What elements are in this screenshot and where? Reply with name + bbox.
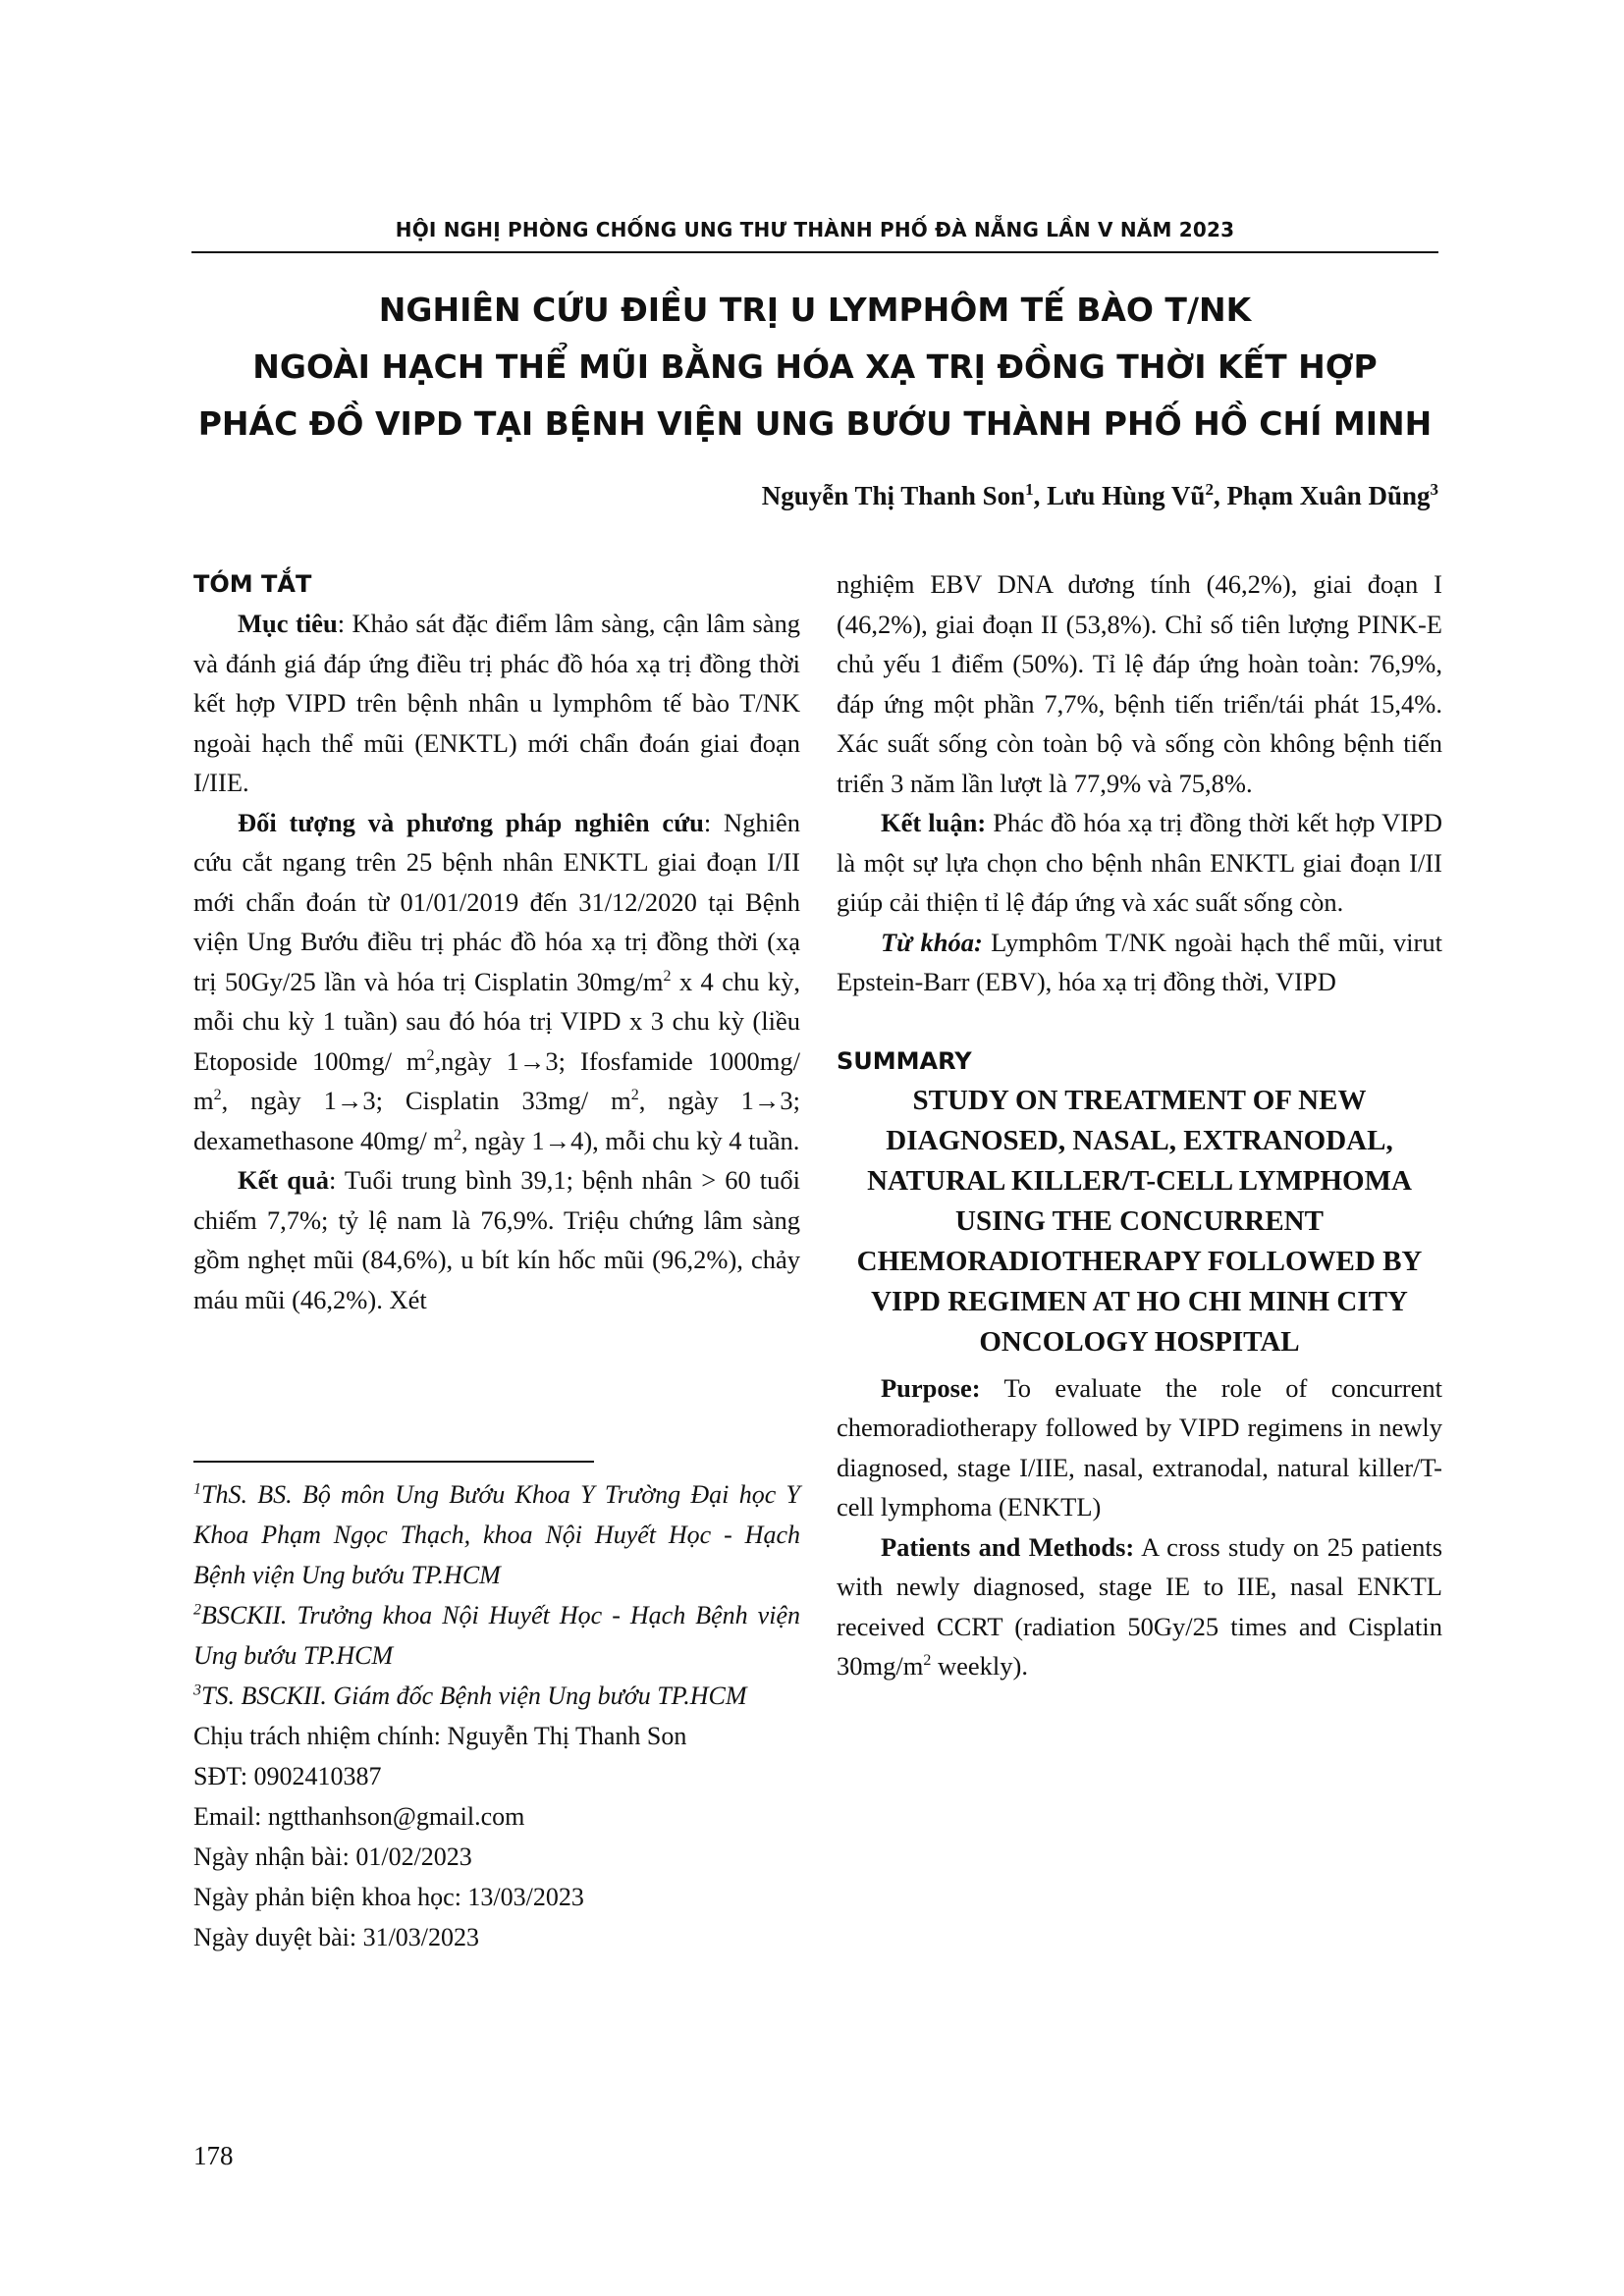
methods-text: : Nghiên cứu cắt ngang trên 25 bệnh nhân ENKTL giai đoạn I/II mới chẩn đoán từ 01/01/2019 đến 31/12/2020 tại Bệnh viện Ung Bướu điều trị phác đồ hóa xạ trị đồng thời (xạ trị 50Gy/25 lần và hóa trị Cisplatin 30mg/m: [193, 807, 801, 996]
title-line-1: NGHIÊN CỨU ĐIỀU TRỊ U LYMPHÔM TẾ BÀO T/NK: [378, 291, 1252, 329]
author-list: [191, 481, 1438, 511]
methods-text: , ngày 1→3; dexamethasone 40mg/ m: [193, 1086, 800, 1155]
methods-label: Đối tượng và phương pháp nghiên cứu: [238, 807, 704, 837]
footnote-1: [193, 1474, 800, 1595]
superscript: 2: [923, 1652, 932, 1670]
keywords-paragraph: [837, 923, 1442, 1002]
patients-methods-paragraph: [837, 1527, 1442, 1686]
superscript: 2: [213, 1087, 222, 1104]
conclusion-text: Phác đồ hóa xạ trị đồng thời kết hợp VIPD là một sự lựa chọn cho bệnh nhân ENKTL giai đoạn I/II giúp cải thiện tỉ lệ đáp ứng và xác suất sống còn.: [837, 808, 1442, 917]
superscript: 2: [453, 1126, 461, 1144]
phone: SĐT: 0902410387: [193, 1762, 382, 1790]
author-name: Lưu Hùng Vũ: [1047, 481, 1206, 510]
responsible-author: Chịu trách nhiệm chính: Nguyễn Thị Thanh Son: [193, 1722, 687, 1750]
email: Email: ngtthanhson@gmail.com: [193, 1802, 525, 1831]
author-affiliation-mark: 2: [1205, 480, 1214, 499]
header-rule: [191, 251, 1438, 253]
objective-paragraph: [193, 604, 800, 803]
footnote-2: [193, 1595, 800, 1676]
footnote-text: ThS. BS. Bộ môn Ung Bướu Khoa Y Trường Đại học Y Khoa Phạm Ngọc Thạch, khoa Nội Huyết Học - Hạch Bệnh viện Ung bướu TP.HCM: [193, 1480, 800, 1589]
results-paragraph: [193, 1160, 800, 1319]
conclusion-paragraph: [837, 803, 1442, 923]
vn-abstract-heading: TÓM TẮT: [193, 570, 312, 598]
superscript: 2: [426, 1046, 435, 1064]
superscript: 2: [630, 1087, 639, 1104]
results-label: Kết quả: [238, 1165, 329, 1195]
author-name: Phạm Xuân Dũng: [1226, 481, 1431, 510]
footnote-text: TS. BSCKII. Giám đốc Bệnh viện Ung bướu TP.HCM: [201, 1682, 747, 1710]
author-separator: ,: [1213, 481, 1227, 510]
patients-methods-text: A cross study on 25 patients with newly diagnosed, stage IE to IIE, nasal ENKTL received CCRT (radiation 50Gy/25 times and Cisplatin 30mg/m: [837, 1531, 1443, 1681]
patients-methods-text: weekly).: [931, 1651, 1028, 1681]
footnotes: [193, 1474, 800, 1957]
footnote-text: BSCKII. Trưởng khoa Nội Huyết Học - Hạch Bệnh viện Ung bướu TP.HCM: [193, 1601, 800, 1670]
title-line-2: NGOÀI HẠCH THỂ MŨI BẰNG HÓA XẠ TRỊ ĐỒNG THỜI KẾT HỢP: [252, 347, 1378, 386]
author-name: Nguyễn Thị Thanh Son: [761, 481, 1026, 510]
footnote-rule: [193, 1461, 594, 1463]
methods-text: , ngày 1→4), mỗi chu kỳ 4 tuần.: [460, 1125, 800, 1155]
results-continued: nghiệm EBV DNA dương tính (46,2%), giai đoạn I (46,2%), giai đoạn II (53,8%). Chỉ số tiên lượng PINK-E chủ yếu 1 điểm (50%). Tỉ lệ đáp ứng hoàn toàn: 76,9%, đáp ứng một phần 7,7%, bệnh tiến triển/tái phát 15,4%. Xác suất sống còn toàn bộ và sống còn không bệnh tiến triển 3 năm lần lượt là 77,9% và 75,8%.: [837, 569, 1442, 798]
purpose-paragraph: [837, 1368, 1442, 1527]
objective-label: Mục tiêu: [238, 609, 338, 638]
en-article-title: STUDY ON TREATMENT OF NEW DIAGNOSED, NASAL, EXTRANODAL, NATURAL KILLER/T-CELL LYMPHOMA USING THE CONCURRENT CHEMORADIOTHERAPY FOLLOWED BY VIPD REGIMEN AT HO CHI MINH CITY ONCOLOGY HOSPITAL: [856, 1084, 1423, 1358]
author-separator: ,: [1033, 481, 1048, 510]
keywords-text: Lymphôm T/NK ngoài hạch thể mũi, virut Epstein-Barr (EBV), hóa xạ trị đồng thời, VIPD: [837, 927, 1442, 996]
purpose-label: Purpose:: [881, 1372, 981, 1403]
superscript: 2: [663, 967, 672, 985]
footnote-mark: 3: [193, 1682, 201, 1699]
conclusion-label: Kết luận:: [881, 808, 987, 837]
patients-methods-label: Patients and Methods:: [881, 1531, 1135, 1562]
author-affiliation-mark: 1: [1025, 480, 1034, 499]
title-line-3: PHÁC ĐỒ VIPD TẠI BỆNH VIỆN UNG BƯỚU THÀNH PHỐ HỒ CHÍ MINH: [197, 404, 1433, 443]
author-affiliation-mark: 3: [1430, 480, 1438, 499]
right-column: [837, 564, 1442, 1686]
en-abstract-heading: SUMMARY: [837, 1046, 972, 1075]
objective-text: : Khảo sát đặc điểm lâm sàng, cận lâm sàng và đánh giá đáp ứng điều trị phác đồ hóa xạ trị đồng thời kết hợp VIPD trên bệnh nhân u lymphôm tế bào T/NK ngoài hạch thể mũi (ENKTL) mới chẩn đoán giai đoạn I/IIE.: [193, 609, 801, 797]
footnote-mark: 1: [193, 1480, 201, 1498]
article-title: [191, 282, 1438, 453]
methods-text: , ngày 1→3; Cisplatin 33mg/ m: [221, 1086, 631, 1115]
footnote-mark: 2: [193, 1601, 201, 1619]
date-reviewed: Ngày phản biện khoa học: 13/03/2023: [193, 1883, 584, 1911]
footnote-3: [193, 1676, 800, 1716]
purpose-text: To evaluate the role of concurrent chemoradiotherapy followed by VIPD regimens in newly diagnosed, stage I/IIE, nasal, extranodal, natural killer/T-cell lymphoma (ENKTL): [837, 1372, 1442, 1522]
methods-paragraph: [193, 803, 800, 1161]
page-number: 178: [193, 2141, 234, 2170]
results-text: : Tuổi trung bình 39,1; bệnh nhân > 60 tuổi chiếm 7,7%; tỷ lệ nam là 76,9%. Triệu chứng lâm sàng gồm nghẹt mũi (84,6%), u bít kín hốc mũi (96,2%), chảy máu mũi (46,2%). Xét: [193, 1165, 800, 1314]
date-approved: Ngày duyệt bài: 31/03/2023: [193, 1923, 480, 1951]
date-received: Ngày nhận bài: 01/02/2023: [193, 1842, 472, 1871]
methods-text: x 4 chu kỳ, mỗi chu kỳ 1 tuần) sau đó hóa trị VIPD x 3 chu kỳ (liều Etoposide 100mg/ m: [193, 966, 800, 1076]
left-column: [193, 564, 800, 1319]
running-head: HỘI NGHỊ PHÒNG CHỐNG UNG THƯ THÀNH PHỐ ĐÀ NẴNG LẦN V NĂM 2023: [395, 218, 1235, 241]
methods-text: ,ngày 1→3; Ifosfamide 1000mg/ m: [193, 1045, 801, 1115]
keywords-label: Từ khóa:: [881, 927, 983, 957]
